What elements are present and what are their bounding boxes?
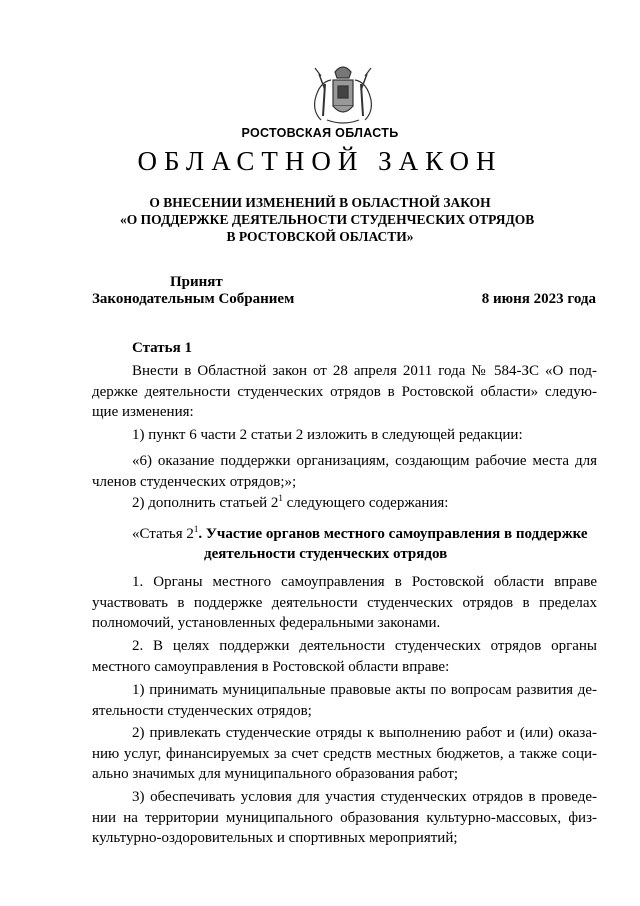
adoption-date: 8 июня 2023 года (481, 291, 596, 307)
text-line: 3) обеспечивать условия для участия студенческих отрядов в проведе- (132, 789, 597, 805)
intro-paragraph (92, 361, 597, 423)
new-article-title-line: деятельности студенческих отрядов (204, 546, 448, 562)
text-line: щие изменения: (92, 404, 194, 420)
subitem-3 (92, 787, 597, 849)
text-line: 1) принимать муниципальные правовые акты по вопросам развития де- (132, 682, 597, 698)
text-line: 1) пункт 6 части 2 статьи 2 изложить в следующей редакции: (132, 427, 523, 443)
adopted-label: Принят (170, 274, 223, 290)
item-1-text (92, 451, 597, 492)
text-line: ятельности студенческих отрядов; (92, 702, 312, 719)
subtitle-line: В РОСТОВСКОЙ ОБЛАСТИ» (226, 229, 414, 244)
article-heading: Статья 1 (132, 340, 192, 356)
text-line: нии на территории муниципального образования культурно-массовых, физ- (92, 809, 597, 826)
text-line: «6) оказание поддержки организациям, создающим рабочие места для (132, 453, 597, 469)
subtitle-line: «О ПОДДЕРЖКЕ ДЕЯТЕЛЬНОСТИ СТУДЕНЧЕСКИХ ОТРЯДОВ (120, 212, 535, 227)
subitem-1 (92, 680, 597, 721)
law-subtitle (120, 194, 535, 245)
paragraph-1 (92, 572, 597, 634)
text-line: нию услуг, финансируемых за счет средств местных бюджетов, а также соци- (92, 745, 597, 762)
text-line: 2) дополнить статьей $2^1$ следующего содержания: (132, 493, 449, 511)
text-line: членов студенческих отрядов;»; (92, 473, 297, 490)
paragraph-2 (92, 636, 597, 677)
region-name: РОСТОВСКАЯ ОБЛАСТЬ (241, 126, 399, 140)
text-line: участвовать в поддержке деятельности студенческих отрядов в пределах (92, 594, 597, 611)
text-line: полномочий, установленных федеральными законами. (92, 615, 441, 631)
text-line: местного самоуправления в Ростовской области вправе: (92, 658, 450, 675)
text-line: 2) привлекать студенческие отряды к выполнению работ и (или) оказа- (132, 725, 597, 741)
text-line: 2. В целях поддержки деятельности студенческих отрядов органы (132, 638, 597, 654)
text-line: 1. Органы местного самоуправления в Ростовской области вправе (132, 574, 597, 590)
new-article-title-line: «Статья $2^1$. Участие органов местного самоуправления в поддержке (132, 524, 588, 542)
law-type-title: ОБЛАСТНОЙ ЗАКОН (137, 146, 503, 176)
text-line: держке деятельности студенческих отрядов в Ростовской области» следую- (92, 383, 597, 400)
subitem-2 (92, 723, 597, 785)
item-2 (92, 493, 597, 514)
new-article-heading (132, 524, 598, 564)
text-line: ально значимых для муниципального образования работ; (92, 766, 459, 782)
text-line: Внести в Областной закон от 28 апреля 2011 года № 584-ЗС «О под- (132, 363, 597, 379)
subtitle-line: О ВНЕСЕНИИ ИЗМЕНЕНИЙ В ОБЛАСТНОЙ ЗАКОН (149, 195, 491, 210)
adoption-block (92, 274, 596, 308)
adopted-by: Законодательным Собранием (92, 291, 295, 307)
text-line: культурно-оздоровительных и спортивных мероприятий; (92, 830, 458, 846)
item-1 (92, 425, 597, 446)
coat-of-arms-emblem (305, 60, 381, 126)
